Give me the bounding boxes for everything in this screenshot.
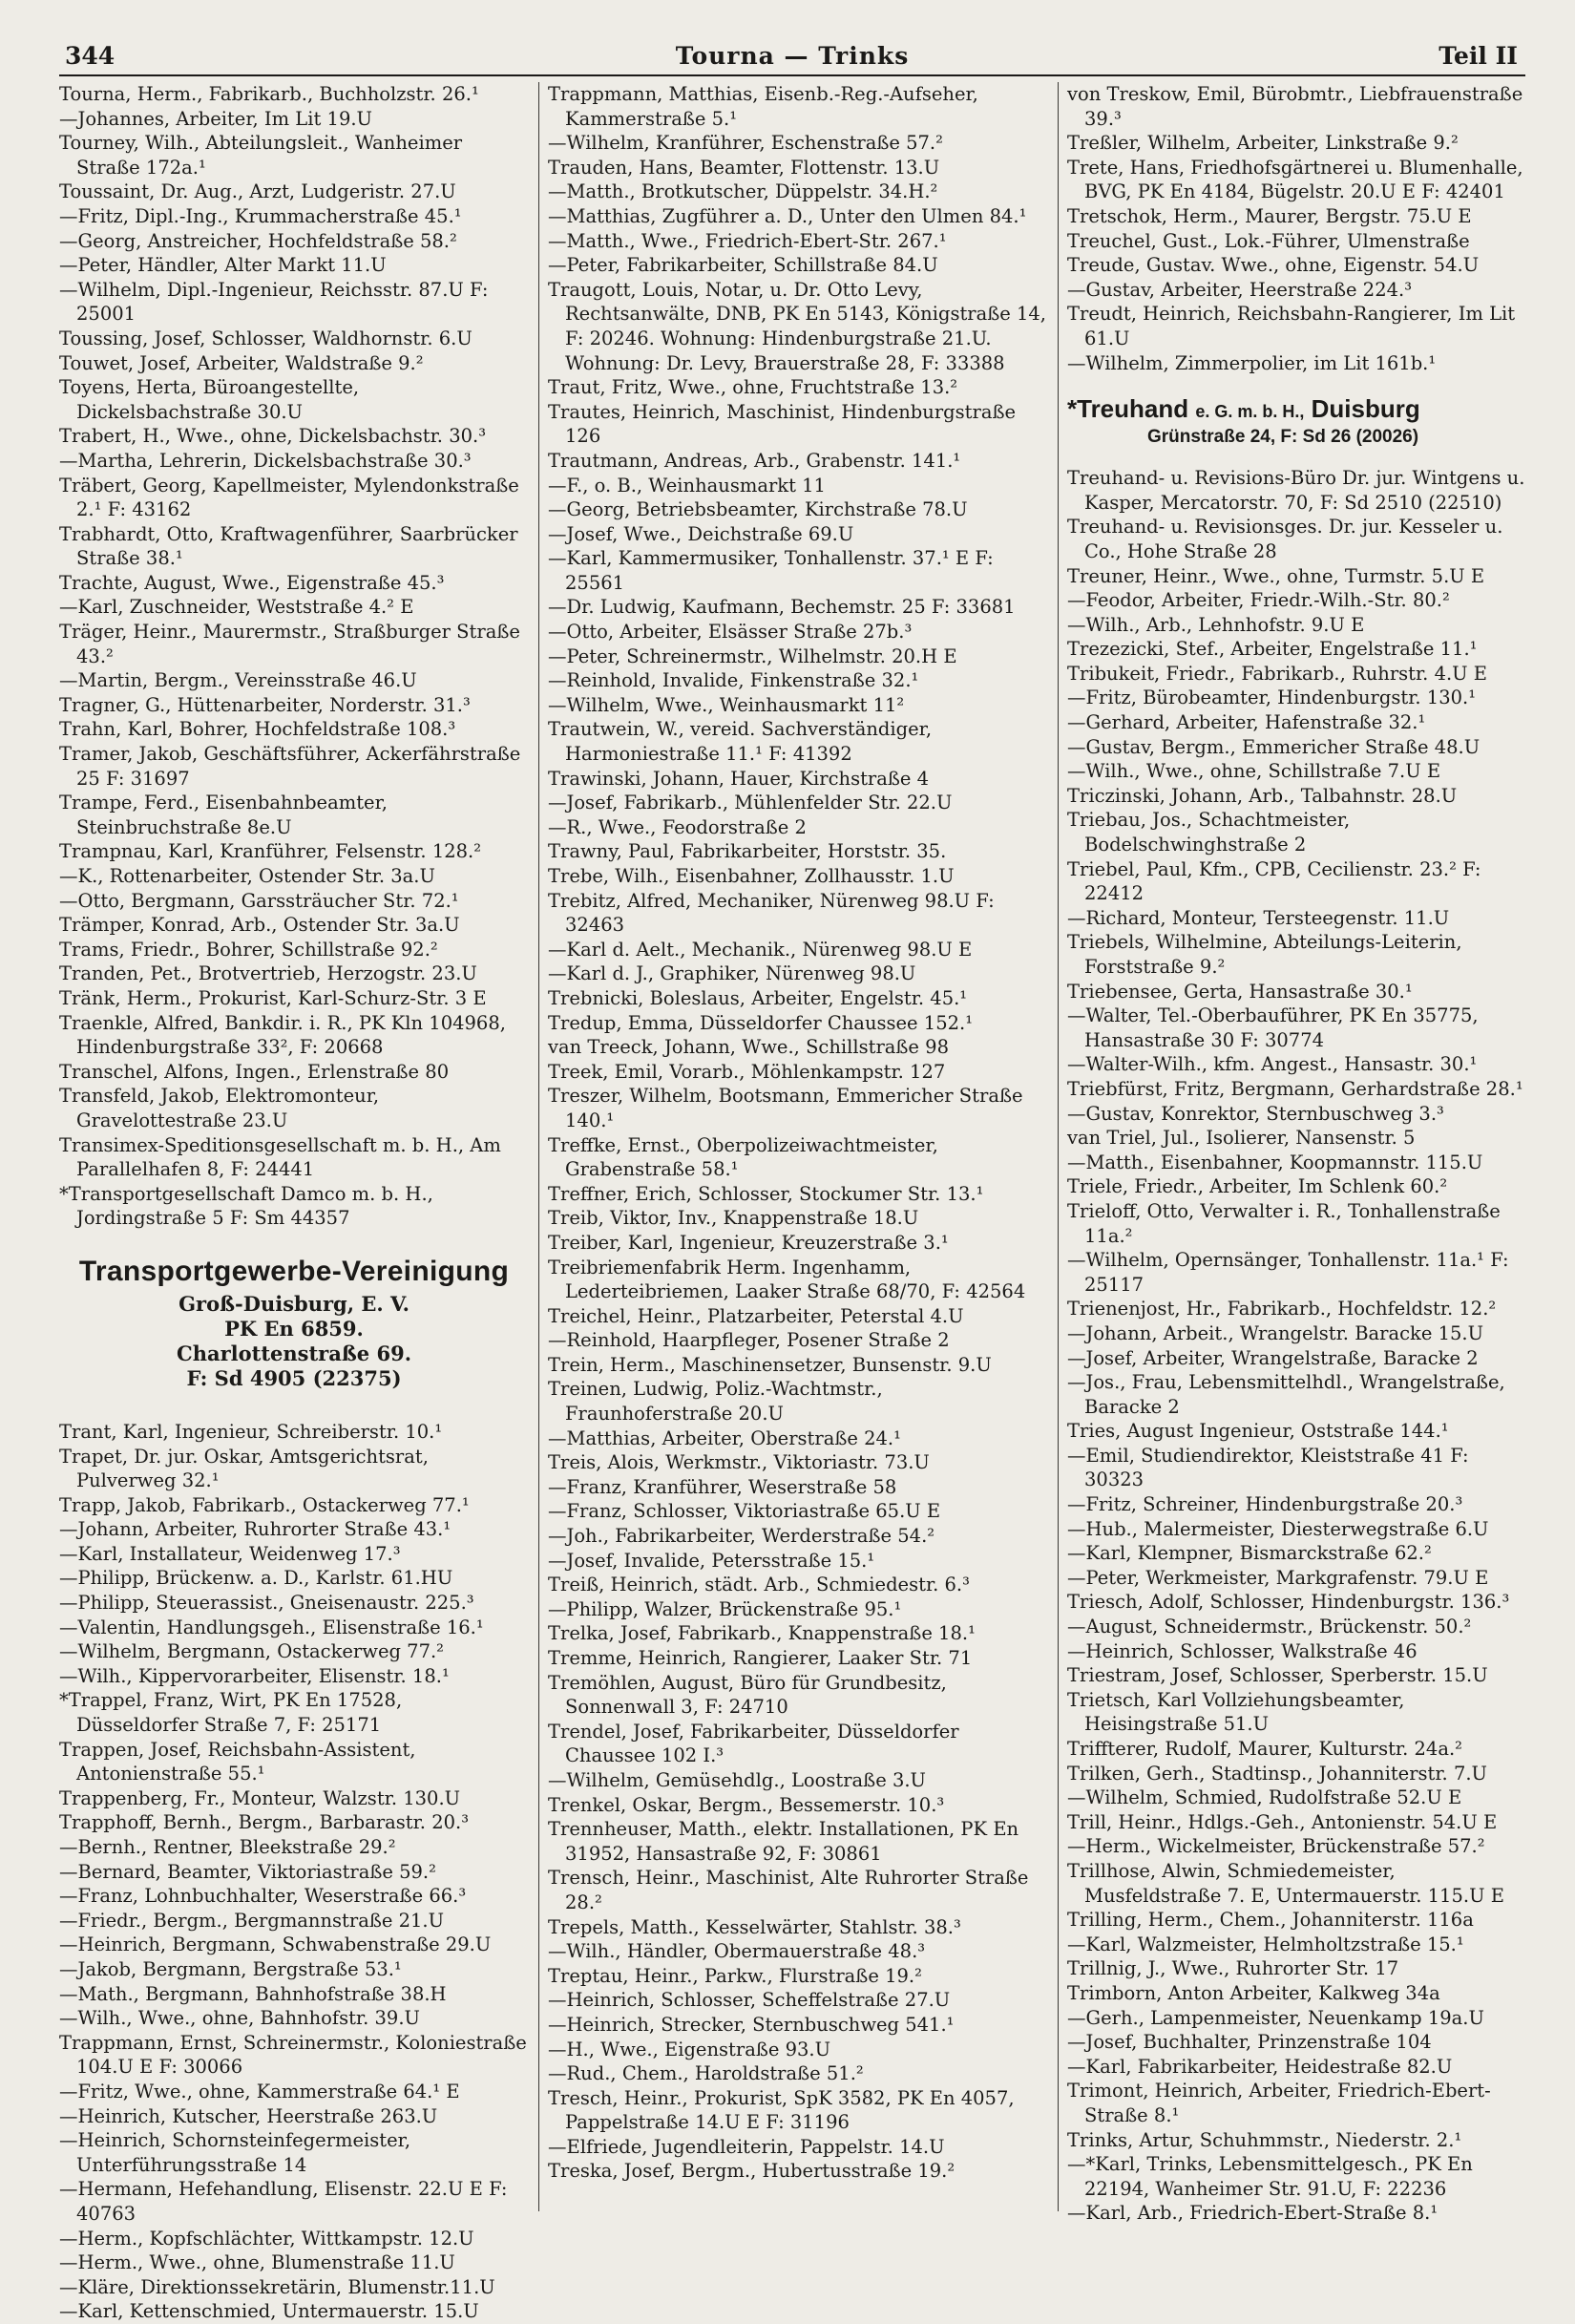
directory-entry: —Martin, Bergm., Vereinsstraße 46.U [59,669,417,692]
directory-entry: —Philipp, Steuerassist., Gneisenaustr. 225.³ [59,1592,474,1615]
directory-entry: —Gerhard, Arbeiter, Hafenstraße 32.¹ [1067,711,1426,734]
directory-entry: Trant, Karl, Ingenieur, Schreiberstr. 10.¹ [59,1420,443,1443]
directory-entry: —Wilhelm, Dipl.-Ingenieur, Reichsstr. 87.U F: 25001 [59,278,494,326]
directory-entry: Toussing, Josef, Schlosser, Waldhornstr. 6.U [59,327,472,349]
directory-entry: —Wilhelm, Zimmerpolier, im Lit 161b.¹ [1067,351,1437,374]
directory-entry: —Emil, Studiendirektor, Kleiststraße 41 F: 30323 [1067,1444,1475,1491]
directory-entry: Trämper, Konrad, Arb., Ostender Str. 3a.U [59,914,460,937]
directory-entry: —Franz, Schlosser, Viktoriastraße 65.U E [548,1500,941,1523]
directory-entry: —Matthias, Zugführer a. D., Unter den Ulmen 84.¹ [548,204,1027,227]
directory-entry: Trawinski, Johann, Hauer, Kirchstraße 4 [548,767,930,790]
directory-entry: Trapp, Jakob, Fabrikarb., Ostackerweg 77.¹ [59,1493,470,1516]
directory-entry: —Karl, Zuschneider, Weststraße 4.² E [59,596,414,619]
directory-entry: Trappmann, Matthias, Eisenb.-Reg.-Aufseher, Kammerstraße 5.¹ [548,83,985,130]
directory-entry: Tredup, Emma, Düsseldorfer Chaussee 152.¹ [548,1011,974,1034]
directory-entry: —Karl d. Aelt., Mechanik., Nürenweg 98.U E [548,938,973,961]
directory-entry: —Reinhold, Haarpfleger, Posener Straße 2 [548,1329,950,1352]
directory-entry: Trenkel, Oskar, Bergm., Bessemerstr. 10.³ [548,1793,945,1816]
directory-entry: —Wilh., Arb., Lehnhofstr. 9.U E [1067,613,1365,636]
directory-entry: Triestram, Josef, Schlosser, Sperberstr. 15.U [1067,1664,1488,1687]
directory-entry: von Treskow, Emil, Bürobmtr., Liebfrauenstraße 39.³ [1067,83,1529,130]
ad-line: F: Sd 4905 (22375) [186,1365,402,1390]
directory-entry: Trawny, Paul, Fabrikarbeiter, Horststr. 35. [548,840,947,863]
directory-entry: Treuhand- u. Revisions-Büro Dr. jur. Wintgens u. Kasper, Mercatorstr. 70, F: Sd 2510 (22510) [1067,467,1531,514]
directory-entry: Trezezicki, Stef., Arbeiter, Engelstraße 11.¹ [1067,638,1478,661]
directory-entry: Trams, Friedr., Bohrer, Schillstraße 92.² [59,938,438,961]
directory-entry: Triebau, Jos., Schachtmeister, Bodelschwinghstraße 2 [1067,809,1356,856]
directory-entry: —Franz, Lohnbuchhalter, Weserstraße 66.³ [59,1885,467,1908]
directory-entry: —Jos., Frau, Lebensmittelhdl., Wrangelstraße, Baracke 2 [1067,1371,1511,1418]
directory-entry: Trienenjost, Hr., Fabrikarb., Hochfeldstr. 12.² [1067,1298,1497,1320]
directory-entry: —Dr. Ludwig, Kaufmann, Bechemstr. 25 F: 33681 [548,596,1016,619]
directory-entry: Trautwein, W., vereid. Sachverständiger, Harmoniestraße 11.¹ F: 41392 [548,718,938,766]
directory-entry: Treptau, Heinr., Parkw., Flurstraße 19.² [548,1964,922,1987]
directory-entry: Treßler, Wilhelm, Arbeiter, Linkstraße 9.² [1067,132,1459,155]
directory-entry: —H., Wwe., Eigenstraße 93.U [548,2038,831,2060]
directory-entry: —Hub., Malermeister, Diesterwegstraße 6.U [1067,1517,1489,1540]
directory-entry: Traut, Fritz, Wwe., ohne, Fruchtstraße 13.² [548,376,958,399]
directory-entry: —Matth., Wwe., Friedrich-Ebert-Str. 267.¹ [548,229,947,252]
directory-entry: —Philipp, Brückenw. a. D., Karlstr. 61.HU [59,1567,453,1590]
directory-entry: Treibriemenfabrik Herm. Ingenhamm, Lederteibriemen, Laaker Straße 68/70, F: 42564 [548,1256,1026,1303]
directory-entry: —Matth., Brotkutscher, Düppelstr. 34.H.² [548,180,938,203]
directory-entry: Trelka, Josef, Fabrikarb., Knappenstraße 18.¹ [548,1622,976,1645]
directory-entry: —Otto, Arbeiter, Elsässer Straße 27b.³ [548,621,913,644]
directory-entry: —Hermann, Hefehandlung, Elisenstr. 22.U E F: 40763 [59,2178,514,2225]
directory-entry: Treffke, Ernst., Oberpolizeiwachtmeister, Grabenstraße 58.¹ [548,1133,944,1181]
directory-entry: Transimex-Speditionsgesellschaft m. b. H., Am Parallelhafen 8, F: 24441 [59,1133,508,1181]
ad-title [1067,394,1525,426]
column-rule [538,82,539,2211]
directory-entry: —Jakob, Bergmann, Bergstraße 53.¹ [59,1957,402,1980]
directory-entry: —Fritz, Dipl.-Ing., Krummacherstraße 45.¹ [59,204,462,227]
directory-entry: *Transportgesellschaft Damco m. b. H., Jordingstraße 5 F: Sm 44357 [59,1182,440,1230]
part-label: Teil II [1438,42,1518,70]
transport-association-ad [59,1256,529,1391]
directory-entry: —Gustav, Bergm., Emmericher Straße 48.U [1067,735,1480,758]
ad-line: Groß-Duisburg, E. V. [178,1291,410,1316]
directory-entry: —Fritz, Bürobeamter, Hindenburgstr. 130.¹ [1067,687,1477,709]
directory-entry: —Karl, Kammermusiker, Tonhallenstr. 37.¹ E F: 25561 [548,547,999,594]
directory-entry: —August, Schneidermstr., Brückenstr. 50.² [1067,1616,1472,1638]
directory-entry: —Franz, Kranführer, Weserstraße 58 [548,1475,897,1498]
directory-entry: —Herm., Wwe., ohne, Blumenstraße 11.U [59,2251,455,2274]
directory-entry: —Wilh., Wwe., ohne, Bahnhofstr. 39.U [59,2007,420,2030]
directory-entry: Triebfürst, Fritz, Bergmann, Gerhardstraße 28.¹ [1067,1077,1523,1100]
ad-line: Charlottenstraße 69. [176,1341,412,1365]
directory-entry: Tribukeit, Friedr., Fabrikarb., Ruhrstr. 4.U E [1067,662,1488,685]
entry-list [59,82,529,1231]
directory-entry: —Elfriede, Jugendleiterin, Pappelstr. 14.U [548,2135,945,2158]
directory-entry: —Herm., Wickelmeister, Brückenstraße 57.² [1067,1835,1485,1858]
directory-entry: Tresch, Heinr., Prokurist, SpK 3582, PK En 4057, Pappelstraße 14.U E F: 31196 [548,2086,1020,2134]
directory-entry: —Karl, Installateur, Weidenweg 17.³ [59,1542,401,1565]
directory-entry: Trappen, Josef, Reichsbahn-Assistent, Antonienstraße 55.¹ [59,1738,422,1785]
directory-entry: —R., Wwe., Feodorstraße 2 [548,815,807,838]
page-number: 344 [65,42,116,70]
directory-entry: Traenkle, Alfred, Bankdir. i. R., PK Kln 104968, Hindenburgstraße 33², F: 20668 [59,1011,513,1059]
directory-entry: —Gerh., Lampenmeister, Neuenkamp 19a.U [1067,2006,1484,2029]
directory-entry: Trebe, Wilh., Eisenbahner, Zollhausstr. 1.U [548,865,955,887]
directory-entry: —Heinrich, Strecker, Sternbuschweg 541.¹ [548,2013,955,2036]
directory-entry: —Karl d. J., Graphiker, Nürenweg 98.U [548,962,916,985]
directory-entry: —K., Rottenarbeiter, Ostender Str. 3a.U [59,865,435,887]
directory-entry: Trieloff, Otto, Verwalter i. R., Tonhallenstraße 11a.² [1067,1199,1507,1247]
directory-entry: Träbert, Georg, Kapellmeister, Mylendonkstraße 2.¹ F: 43162 [59,474,525,521]
directory-entry: —Karl, Walzmeister, Helmholtzstraße 15.¹ [1067,1933,1464,1955]
directory-entry: Tremöhlen, August, Büro für Grundbesitz, Sonnenwall 3, F: 24710 [548,1671,954,1719]
directory-entry: —Math., Bergmann, Bahnhofstraße 38.H [59,1982,447,2005]
treuhand-ad [1067,394,1525,449]
directory-entry: —Wilh., Wwe., ohne, Schillstraße 7.U E [1067,760,1441,783]
directory-entry: —Bernard, Beamter, Viktoriastraße 59.² [59,1860,436,1883]
ad-line: Grünstraße 24, F: Sd 26 (20026) [1147,427,1419,448]
directory-entry: —Peter, Fabrikarbeiter, Schillstraße 84.U [548,254,938,277]
directory-entry: Trill, Heinr., Hdlgs.-Geh., Antonienstr. 54.U E [1067,1810,1498,1833]
column-2 [548,82,1053,2211]
directory-entry: Trinks, Artur, Schuhmmstr., Niederstr. 2.¹ [1067,2128,1462,2151]
directory-entry: Tourna, Herm., Fabrikarb., Buchholzstr. 26.¹ [59,83,479,105]
directory-entry: —Richard, Monteur, Tersteegenstr. 11.U [1067,906,1450,929]
directory-entry: —Fritz, Schreiner, Hindenburgstraße 20.³ [1067,1493,1463,1516]
directory-entry: —Valentin, Handlungsgeh., Elisenstraße 16.¹ [59,1616,484,1638]
directory-entry: Tremme, Heinrich, Rangierer, Laaker Str. 71 [548,1647,973,1669]
directory-entry: Trietsch, Karl Vollziehungsbeamter, Heisingstraße 51.U [1067,1688,1411,1736]
directory-entry: Trachte, August, Wwe., Eigenstraße 45.³ [59,571,445,594]
directory-entry: —Gustav, Konrektor, Sternbuschweg 3.³ [1067,1102,1444,1125]
directory-entry: —Josef, Buchhalter, Prinzenstraße 104 [1067,2031,1432,2054]
directory-entry: —Peter, Händler, Alter Markt 11.U [59,254,387,277]
directory-entry: Triebels, Wilhelmine, Abteilungs-Leiterin, Forststraße 9.² [1067,931,1468,978]
directory-entry: —Joh., Fabrikarbeiter, Werderstraße 54.² [548,1525,935,1548]
directory-entry: Treszer, Wilhelm, Bootsmann, Emmericher Straße 140.¹ [548,1085,1029,1131]
directory-entry: Trampe, Ferd., Eisenbahnbeamter, Steinbruchstraße 8e.U [59,792,394,838]
directory-entry: —Karl, Kettenschmied, Untermauerstr. 15.U [59,2300,479,2323]
directory-entry: Trimborn, Anton Arbeiter, Kalkweg 34a [1067,1981,1440,2004]
running-head: Tourna — Trinks [675,42,910,70]
directory-entry: Transchel, Alfons, Ingen., Erlenstraße 80 [59,1060,450,1083]
directory-entry: Tretschok, Herm., Maurer, Bergstr. 75.U E [1067,204,1472,227]
directory-entry: Triesch, Adolf, Schlosser, Hindenburgstr. 136.³ [1067,1591,1510,1614]
directory-entry: —*Karl, Trinks, Lebensmittelgesch., PK En 22194, Wanheimer Str. 91.U, F: 22236 [1067,2153,1479,2200]
directory-entry: Trautes, Heinrich, Maschinist, Hindenburgstraße 126 [548,400,1022,448]
directory-entry: Treuchel, Gust., Lok.-Führer, Ulmenstraße [1067,229,1470,252]
directory-entry: —Heinrich, Bergmann, Schwabenstraße 29.U [59,1933,492,1956]
directory-entry: Trebitz, Alfred, Mechaniker, Nürenweg 98.U F: 32463 [548,889,1000,937]
directory-entry: Treffner, Erich, Schlosser, Stockumer Str. 13.¹ [548,1182,984,1205]
directory-entry: —Johannes, Arbeiter, Im Lit 19.U [59,107,372,130]
directory-entry: Tourney, Wilh., Abteilungsleit., Wanheimer Straße 172a.¹ [59,132,469,179]
directory-entry: —Georg, Betriebsbeamter, Kirchstraße 78.U [548,498,968,521]
directory-entry: —Peter, Werkmeister, Markgrafenstr. 79.U E [1067,1566,1489,1589]
directory-entry: —Heinrich, Schornsteinfegermeister, Unterführungsstraße 14 [59,2129,417,2176]
directory-entry: —Wilhelm, Schmied, Rudolfstraße 52.U E [1067,1786,1462,1809]
directory-entry: Trilken, Gerh., Stadtinsp., Johanniterstr. 7.U [1067,1762,1487,1785]
column-3 [1067,82,1531,2225]
directory-entry: Tragner, G., Hüttenarbeiter, Norderstr. 31.³ [59,693,471,716]
directory-entry: Trapphoff, Bernh., Bergm., Barbarastr. 20.³ [59,1811,470,1834]
directory-entry: —F., o. B., Weinhausmarkt 11 [548,474,826,496]
directory-entry: —Friedr., Bergm., Bergmannstraße 21.U [59,1909,445,1932]
directory-entry: —Georg, Anstreicher, Hochfeldstraße 58.² [59,229,457,252]
directory-entry: —Otto, Bergmann, Garssträucher Str. 72.¹ [59,889,459,912]
directory-entry: Trahn, Karl, Bohrer, Hochfeldstraße 108.³ [59,718,456,741]
directory-entry: *Trappel, Franz, Wirt, PK En 17528, Düsseldorfer Straße 7, F: 25171 [59,1689,409,1737]
directory-entry: Trete, Hans, Friedhofsgärtnerei u. Blumenhalle, BVG, PK En 4184, Bügelstr. 20.U E F: 42401 [1067,156,1529,203]
directory-entry: —Heinrich, Schlosser, Scheffelstraße 27.U [548,1989,951,2012]
directory-entry: —Wilhelm, Wwe., Weinhausmarkt 11² [548,693,905,716]
directory-entry: Trilling, Herm., Chem., Johanniterstr. 116a [1067,1909,1474,1932]
directory-entry: —Heinrich, Kutscher, Heerstraße 263.U [59,2104,438,2127]
directory-entry: Tries, August Ingenieur, Oststraße 144.¹ [1067,1420,1449,1443]
directory-entry: —Matthias, Arbeiter, Oberstraße 24.¹ [548,1426,901,1449]
columns [59,82,1531,2323]
directory-entry: —Karl, Fabrikarbeiter, Heidestraße 82.U [1067,2055,1453,2078]
directory-entry: Trampnau, Karl, Kranführer, Felsenstr. 128.² [59,840,482,863]
directory-entry: Treude, Gustav. Wwe., ohne, Eigenstr. 54.U [1067,254,1480,277]
directory-entry: Treichel, Heinr., Platzarbeiter, Peterstal 4.U [548,1304,964,1327]
directory-entry: —Wilhelm, Bergmann, Ostackerweg 77.² [59,1640,444,1663]
directory-entry: —Walter, Tel.-Oberbauführer, PK En 35775, Hansastraße 30 F: 30774 [1067,1004,1484,1051]
directory-entry: —Gustav, Arbeiter, Heerstraße 224.³ [1067,278,1413,301]
directory-entry: Tranden, Pet., Brotvertrieb, Herzogstr. 23.U [59,962,477,985]
directory-entry: Trimont, Heinrich, Arbeiter, Friedrich-Ebert-Straße 8.¹ [1067,2080,1491,2126]
page-header [59,36,1525,76]
directory-entry: —Rud., Chem., Haroldstraße 51.² [548,2062,864,2085]
directory-entry: Triffterer, Rudolf, Maurer, Kulturstr. 24a.² [1067,1738,1462,1760]
directory-entry: Trabhardt, Otto, Kraftwagenführer, Saarbrücker Straße 38.¹ [59,522,524,570]
directory-entry: —Martha, Lehrerin, Dickelsbachstraße 30.³ [59,449,472,472]
entry-list [59,1420,534,2324]
column-1 [59,82,534,2323]
directory-entry: Treib, Viktor, Inv., Knappenstraße 18.U [548,1207,919,1230]
directory-entry: —Bernh., Rentner, Bleekstraße 29.² [59,1836,396,1858]
directory-entry: Trebnicki, Boleslaus, Arbeiter, Engelstr. 45.¹ [548,986,968,1009]
directory-entry: Treiber, Karl, Ingenieur, Kreuzerstraße 3.¹ [548,1231,949,1254]
directory-entry: —Johann, Arbeiter, Ruhrorter Straße 43.¹ [59,1518,452,1541]
directory-entry: Trapet, Dr. jur. Oskar, Amtsgerichtsrat, Pulverweg 32.¹ [59,1445,435,1492]
directory-entry: —Walter-Wilh., kfm. Angest., Hansastr. 30.¹ [1067,1053,1478,1076]
directory-entry: Trepels, Matth., Kesselwärter, Stahlstr. 38.³ [548,1915,961,1938]
directory-entry: Tränk, Herm., Prokurist, Karl-Schurz-Str. 3 E [59,986,487,1009]
directory-entry: —Peter, Schreinermstr., Wilhelmstr. 20.H E [548,644,957,667]
directory-entry: Trendel, Josef, Fabrikarbeiter, Düsseldorfer Chaussee 102 I.³ [548,1720,965,1767]
directory-entry: Treska, Josef, Bergm., Hubertusstraße 19.² [548,2160,956,2183]
directory-entry: van Triel, Jul., Isolierer, Nansenstr. 5 [1067,1127,1416,1150]
directory-entry: —Fritz, Wwe., ohne, Kammerstraße 64.¹ E [59,2080,460,2102]
directory-entry: Treek, Emil, Vorarb., Möhlenkampstr. 127 [548,1060,946,1083]
directory-entry: —Kläre, Direktionssekretärin, Blumenstr.11.U [59,2275,495,2298]
directory-entry: Transfeld, Jakob, Elektromonteur, Gravelottestraße 23.U [59,1085,386,1131]
directory-entry: Triele, Friedr., Arbeiter, Im Schlenk 60.² [1067,1175,1448,1198]
directory-entry: Tramer, Jakob, Geschäftsführer, Ackerfährstraße 25 F: 31697 [59,743,527,790]
ad-legal-form: e. G. m. b. H., [1195,402,1305,422]
ad-city: Duisburg [1311,394,1420,424]
directory-entry: Treuner, Heinr., Wwe., ohne, Turmstr. 5.U E [1067,564,1485,587]
directory-entry: —Wilh., Händler, Obermauerstraße 48.³ [548,1940,926,1963]
entry-list [1067,82,1529,375]
directory-entry: —Josef, Arbeiter, Wrangelstraße, Baracke 2 [1067,1346,1479,1369]
directory-entry: —Josef, Invalide, Petersstraße 15.¹ [548,1549,875,1572]
entry-list [1067,466,1531,2226]
directory-entry: Toussaint, Dr. Aug., Arzt, Ludgeristr. 27.U [59,180,456,203]
directory-entry: —Matth., Eisenbahner, Koopmannstr. 115.U [1067,1151,1483,1173]
directory-entry: —Wilhelm, Opernsänger, Tonhallenstr. 11a.¹ F: 25117 [1067,1249,1515,1296]
directory-entry: Trensch, Heinr., Maschinist, Alte Ruhrorter Straße 28.² [548,1867,1035,1913]
directory-entry: Trein, Herm., Maschinensetzer, Bunsenstr. 9.U [548,1353,992,1376]
directory-entry: Trappenberg, Fr., Monteur, Walzstr. 130.U [59,1786,461,1809]
column-rule [1058,82,1059,2211]
directory-entry: —Philipp, Walzer, Brückenstraße 95.¹ [548,1597,902,1620]
directory-entry: Trabert, H., Wwe., ohne, Dickelsbachstr. 30.³ [59,425,487,448]
directory-entry: —Herm., Kopfschlächter, Wittkampstr. 12.U [59,2227,474,2250]
directory-entry: —Josef, Fabrikarb., Mühlenfelder Str. 22.U [548,792,953,814]
directory-entry: Treudt, Heinrich, Reichsbahn-Rangierer, Im Lit 61.U [1067,303,1522,349]
directory-entry: —Feodor, Arbeiter, Friedr.-Wilh.-Str. 80.² [1067,589,1450,612]
directory-entry: van Treeck, Johann, Wwe., Schillstraße 98 [548,1036,949,1059]
ad-title: Transportgewerbe-Vereinigung [78,1255,510,1287]
directory-entry: —Johann, Arbeit., Wrangelstr. Baracke 15.U [1067,1321,1484,1344]
directory-entry: Träger, Heinr., Maurermstr., Straßburger Straße 43.² [59,621,527,667]
directory-entry: Treinen, Ludwig, Poliz.-Wachtmstr., Fraunhoferstraße 20.U [548,1378,889,1426]
directory-entry: Triczinski, Johann, Arb., Talbahnstr. 28.U [1067,784,1458,807]
directory-entry: —Josef, Wwe., Deichstraße 69.U [548,522,854,545]
directory-entry: —Wilhelm, Gemüsehdlg., Loostraße 3.U [548,1768,926,1791]
directory-entry: Trappmann, Ernst, Schreinermstr., Koloniestraße 104.U E F: 30066 [59,2031,534,2079]
directory-entry: Toyens, Herta, Büroangestellte, Dickelsbachstraße 30.U [59,376,366,423]
entry-list [548,82,1053,2184]
directory-entry: —Reinhold, Invalide, Finkenstraße 32.¹ [548,669,919,692]
directory-entry: Treiß, Heinrich, städt. Arb., Schmiedestr. 6.³ [548,1574,970,1596]
directory-entry: Trauden, Hans, Beamter, Flottenstr. 13.U [548,156,940,179]
directory-entry: —Karl, Arb., Friedrich-Ebert-Straße 8.¹ [1067,2202,1438,2225]
directory-entry: Triebensee, Gerta, Hansastraße 30.¹ [1067,980,1413,1003]
directory-entry: Trillnig, J., Wwe., Ruhrorter Str. 17 [1067,1957,1399,1980]
directory-entry: —Wilh., Kippervorarbeiter, Elisenstr. 18.¹ [59,1664,450,1687]
directory-entry: Trautmann, Andreas, Arb., Grabenstr. 141.¹ [548,449,961,472]
directory-entry: Touwet, Josef, Arbeiter, Waldstraße 9.² [59,351,424,374]
directory-entry: Triebel, Paul, Kfm., CPB, Cecilienstr. 23.² F: 22412 [1067,857,1487,905]
directory-entry: Trillhose, Alwin, Schmiedemeister, Musfeldstraße 7. E, Untermauerstr. 115.U E [1067,1859,1504,1907]
directory-entry: Treis, Alois, Werkmstr., Viktoriastr. 73.U [548,1451,930,1474]
directory-entry: Traugott, Louis, Notar, u. Dr. Otto Levy, Rechtsanwälte, DNB, PK En 5143, Königstraße 14, F: 20246. Wohnung: Hindenburgstraße 21.U. Wohnung: Dr. Levy, Brauerstraße 28, F: 33388 [548,278,1053,374]
directory-entry: Treuhand- u. Revisionsges. Dr. jur. Kesseler u. Co., Hohe Straße 28 [1067,516,1509,562]
directory-entry: Trennheuser, Matth., elektr. Installationen, PK En 31952, Hansastraße 92, F: 30861 [548,1818,1025,1865]
ad-line: PK En 6859. [224,1316,364,1341]
directory-entry: —Karl, Klempner, Bismarckstraße 62.² [1067,1542,1432,1565]
directory-entry: —Wilhelm, Kranführer, Eschenstraße 57.² [548,132,943,155]
directory-entry: —Heinrich, Schlosser, Walkstraße 46 [1067,1639,1418,1662]
ad-name: *Treuhand [1067,394,1189,424]
